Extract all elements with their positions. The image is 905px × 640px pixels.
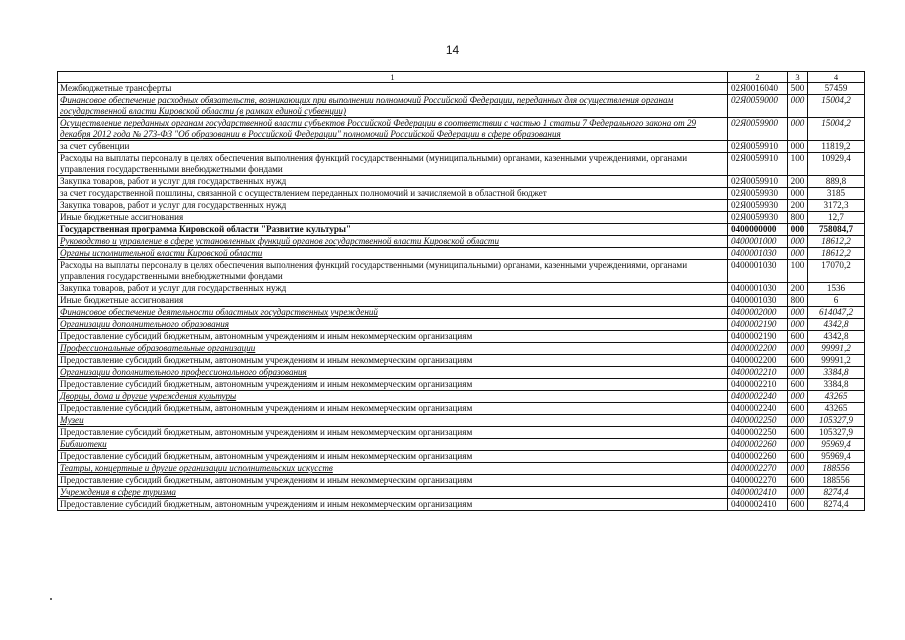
table-row: [58, 224, 865, 236]
row-sum-cell: 3384,8: [808, 379, 865, 391]
table-row: [58, 283, 865, 295]
row-sum-cell: 6: [808, 295, 865, 307]
row-code-cell: 0400002410: [728, 499, 788, 511]
row-sum-cell: 188556: [808, 475, 865, 487]
row-sum-cell: 15004,2: [808, 95, 865, 118]
row-vr-cell: 200: [788, 200, 808, 212]
table-row: [58, 260, 865, 283]
row-code-cell: 02Я0059000: [728, 95, 788, 118]
table-row: [58, 499, 865, 511]
row-code-cell: 0400002410: [728, 487, 788, 499]
row-code-cell: 0400002210: [728, 367, 788, 379]
table-header-row: [58, 72, 865, 83]
row-name-cell: Предоставление субсидий бюджетным, автономным учреждениям и иным некоммерческим организациям: [58, 355, 728, 367]
row-name-cell: Дворцы, дома и другие учреждения культуры: [58, 391, 728, 403]
table-row: [58, 391, 865, 403]
page-number: 14: [445, 43, 460, 57]
row-name-cell: Закупка товаров, работ и услуг для государственных нужд: [58, 176, 728, 188]
row-vr-cell: 600: [788, 355, 808, 367]
table-row: [58, 439, 865, 451]
row-code-cell: 0400002000: [728, 307, 788, 319]
row-vr-cell: 200: [788, 176, 808, 188]
row-vr-cell: 600: [788, 475, 808, 487]
row-sum-cell: 95969,4: [808, 451, 865, 463]
table-row: [58, 212, 865, 224]
row-name-cell: Иные бюджетные ассигнования: [58, 295, 728, 307]
row-sum-cell: 18612,2: [808, 248, 865, 260]
row-code-cell: 0400002270: [728, 475, 788, 487]
row-name-cell: Учреждения в сфере туризма: [58, 487, 728, 499]
row-name-cell: Предоставление субсидий бюджетным, автономным учреждениям и иным некоммерческим организациям: [58, 403, 728, 415]
row-vr-cell: 600: [788, 451, 808, 463]
table-row: [58, 118, 865, 141]
margin-dot: [50, 598, 52, 600]
row-vr-cell: 800: [788, 212, 808, 224]
row-name-cell: Межбюджетные трансферты: [58, 83, 728, 95]
row-name-cell: Организации дополнительного профессионального образования: [58, 367, 728, 379]
row-code-cell: 0400002190: [728, 331, 788, 343]
row-sum-cell: 8274,4: [808, 499, 865, 511]
row-code-cell: 02Я0059930: [728, 212, 788, 224]
row-sum-cell: 43265: [808, 391, 865, 403]
table-row: [58, 95, 865, 118]
row-code-cell: 0400002250: [728, 427, 788, 439]
table-row: [58, 463, 865, 475]
row-vr-cell: 000: [788, 319, 808, 331]
row-code-cell: 02Я0059910: [728, 153, 788, 176]
row-vr-cell: 000: [788, 188, 808, 200]
row-sum-cell: 99991,2: [808, 355, 865, 367]
row-sum-cell: 95969,4: [808, 439, 865, 451]
table-row: [58, 236, 865, 248]
row-sum-cell: 4342,8: [808, 331, 865, 343]
table-row: [58, 141, 865, 153]
row-code-cell: 0400002260: [728, 451, 788, 463]
row-name-cell: Организации дополнительного образования: [58, 319, 728, 331]
row-sum-cell: 17070,2: [808, 260, 865, 283]
row-sum-cell: 15004,2: [808, 118, 865, 141]
row-name-cell: Предоставление субсидий бюджетным, автономным учреждениям и иным некоммерческим организациям: [58, 475, 728, 487]
table-row: [58, 307, 865, 319]
row-vr-cell: 000: [788, 439, 808, 451]
row-name-cell: Предоставление субсидий бюджетным, автономным учреждениям и иным некоммерческим организациям: [58, 427, 728, 439]
row-sum-cell: 105327,9: [808, 427, 865, 439]
row-code-cell: 0400002200: [728, 355, 788, 367]
row-vr-cell: 000: [788, 415, 808, 427]
row-name-cell: Иные бюджетные ассигнования: [58, 212, 728, 224]
row-vr-cell: 000: [788, 95, 808, 118]
table-row: [58, 200, 865, 212]
row-code-cell: 02Я0059910: [728, 176, 788, 188]
row-sum-cell: 614047,2: [808, 307, 865, 319]
row-sum-cell: 8274,4: [808, 487, 865, 499]
row-name-cell: Органы исполнительной власти Кировской области: [58, 248, 728, 260]
row-code-cell: 0400001030: [728, 260, 788, 283]
row-name-cell: Библиотеки: [58, 439, 728, 451]
row-code-cell: 0400002190: [728, 319, 788, 331]
row-name-cell: Музеи: [58, 415, 728, 427]
table-row: [58, 427, 865, 439]
row-sum-cell: 4342,8: [808, 319, 865, 331]
row-name-cell: Финансовое обеспечение расходных обязательств, возникающих при выполнении полномочий Российской Федерации, переданных для осуществления органам государственной власти Кировской области (в рамках единой субвенции): [58, 95, 728, 118]
row-sum-cell: 3185: [808, 188, 865, 200]
row-code-cell: 0400001030: [728, 283, 788, 295]
table-row: [58, 295, 865, 307]
row-vr-cell: 000: [788, 224, 808, 236]
row-vr-cell: 600: [788, 331, 808, 343]
row-code-cell: 0400002240: [728, 403, 788, 415]
row-code-cell: 0400002270: [728, 463, 788, 475]
row-vr-cell: 600: [788, 379, 808, 391]
table-row: [58, 188, 865, 200]
row-vr-cell: 100: [788, 153, 808, 176]
row-sum-cell: 43265: [808, 403, 865, 415]
table-row: [58, 83, 865, 95]
row-code-cell: 0400001000: [728, 236, 788, 248]
row-name-cell: Предоставление субсидий бюджетным, автономным учреждениям и иным некоммерческим организациям: [58, 451, 728, 463]
table-row: [58, 379, 865, 391]
row-sum-cell: 3384,8: [808, 367, 865, 379]
row-name-cell: Предоставление субсидий бюджетным, автономным учреждениям и иным некоммерческим организациям: [58, 331, 728, 343]
row-code-cell: 0400002250: [728, 415, 788, 427]
table-row: [58, 331, 865, 343]
row-vr-cell: 200: [788, 283, 808, 295]
table-row: [58, 343, 865, 355]
row-name-cell: за счет субвенции: [58, 141, 728, 153]
row-vr-cell: 500: [788, 83, 808, 95]
row-sum-cell: 1536: [808, 283, 865, 295]
row-code-cell: 0400001030: [728, 295, 788, 307]
header-col-2: 2: [728, 72, 788, 83]
row-name-cell: Театры, концертные и другие организации исполнительских искусств: [58, 463, 728, 475]
table-row: [58, 451, 865, 463]
row-vr-cell: 600: [788, 499, 808, 511]
row-name-cell: Осуществление переданных органам государственной власти субъектов Российской Федерации в соответствии с частью 1 статьи 7 Федерального закона от 29 декабря 2012 года № 273-ФЗ "Об образовании в Российской Федерации" полномочий Российской Федерации в сфере образования: [58, 118, 728, 141]
row-code-cell: 0400000000: [728, 224, 788, 236]
row-code-cell: 0400002240: [728, 391, 788, 403]
row-vr-cell: 100: [788, 260, 808, 283]
row-vr-cell: 600: [788, 427, 808, 439]
budget-table-container: [57, 71, 864, 511]
row-name-cell: Государственная программа Кировской области "Развитие культуры": [58, 224, 728, 236]
header-col-4: 4: [808, 72, 865, 83]
row-sum-cell: 188556: [808, 463, 865, 475]
table-row: [58, 367, 865, 379]
row-code-cell: 02Я0059930: [728, 200, 788, 212]
table-row: [58, 248, 865, 260]
table-row: [58, 475, 865, 487]
row-sum-cell: 99991,2: [808, 343, 865, 355]
row-sum-cell: 57459: [808, 83, 865, 95]
table-row: [58, 415, 865, 427]
row-sum-cell: 18612,2: [808, 236, 865, 248]
row-name-cell: Руководство и управление в сфере установленных функций органов государственной власти Кировской области: [58, 236, 728, 248]
row-sum-cell: 10929,4: [808, 153, 865, 176]
row-name-cell: Расходы на выплаты персоналу в целях обеспечения выполнения функций государственными (муниципальными) органами, казенными учреждениями, органами управления государственными внебюджетными фондами: [58, 260, 728, 283]
row-code-cell: 02Я0059910: [728, 141, 788, 153]
row-sum-cell: 3172,3: [808, 200, 865, 212]
row-vr-cell: 000: [788, 367, 808, 379]
row-vr-cell: 000: [788, 307, 808, 319]
header-col-3: 3: [788, 72, 808, 83]
table-row: [58, 355, 865, 367]
row-vr-cell: 000: [788, 141, 808, 153]
row-name-cell: за счет государственной пошлины, связанной с осуществлением переданных полномочий и зачисляемой в областной бюджет: [58, 188, 728, 200]
row-name-cell: Предоставление субсидий бюджетным, автономным учреждениям и иным некоммерческим организациям: [58, 379, 728, 391]
row-code-cell: 0400002260: [728, 439, 788, 451]
table-row: [58, 153, 865, 176]
table-row: [58, 319, 865, 331]
table-row: [58, 176, 865, 188]
row-vr-cell: 800: [788, 295, 808, 307]
row-sum-cell: 105327,9: [808, 415, 865, 427]
row-name-cell: Предоставление субсидий бюджетным, автономным учреждениям и иным некоммерческим организациям: [58, 499, 728, 511]
row-sum-cell: 11819,2: [808, 141, 865, 153]
row-name-cell: Профессиональные образовательные организации: [58, 343, 728, 355]
row-vr-cell: 000: [788, 391, 808, 403]
row-name-cell: Финансовое обеспечение деятельности областных государственных учреждений: [58, 307, 728, 319]
row-vr-cell: 600: [788, 403, 808, 415]
row-vr-cell: 000: [788, 236, 808, 248]
row-vr-cell: 000: [788, 487, 808, 499]
row-sum-cell: 12,7: [808, 212, 865, 224]
header-col-1: 1: [58, 72, 728, 83]
row-sum-cell: 889,8: [808, 176, 865, 188]
row-name-cell: Закупка товаров, работ и услуг для государственных нужд: [58, 200, 728, 212]
row-code-cell: 02Я0059930: [728, 188, 788, 200]
row-name-cell: Расходы на выплаты персоналу в целях обеспечения выполнения функций государственными (муниципальными) органами, казенными учреждениями, органами управления государственными внебюджетными фондами: [58, 153, 728, 176]
row-code-cell: 0400002200: [728, 343, 788, 355]
row-code-cell: 02Я0016040: [728, 83, 788, 95]
table-body: [58, 83, 865, 511]
row-code-cell: 0400002210: [728, 379, 788, 391]
row-vr-cell: 000: [788, 118, 808, 141]
row-vr-cell: 000: [788, 343, 808, 355]
table-row: [58, 487, 865, 499]
row-code-cell: 0400001030: [728, 248, 788, 260]
row-vr-cell: 000: [788, 463, 808, 475]
row-code-cell: 02Я0059900: [728, 118, 788, 141]
row-sum-cell: 758084,7: [808, 224, 865, 236]
table-row: [58, 403, 865, 415]
budget-table: [57, 71, 865, 511]
row-vr-cell: 000: [788, 248, 808, 260]
row-name-cell: Закупка товаров, работ и услуг для государственных нужд: [58, 283, 728, 295]
